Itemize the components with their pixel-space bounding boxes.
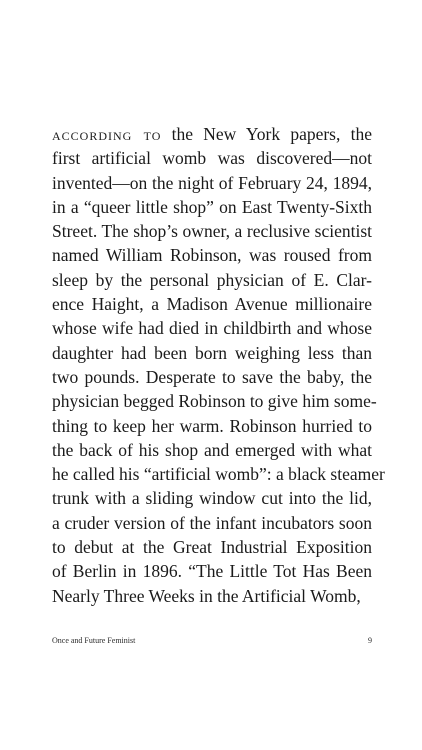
text-line-1 [52, 122, 372, 146]
first-line-rest: the New York papers, the [161, 124, 372, 144]
text-line: trunk with a sliding window cut into the lid, [52, 488, 372, 509]
text-line: two pounds. Desperate to save the baby, the [52, 366, 372, 387]
text-line: a cruder version of the infant incubators soon [52, 512, 372, 533]
text-line: Street. The shop’s owner, a reclusive scientist [52, 221, 372, 242]
text-line: daughter had been born weighing less than [52, 342, 372, 363]
running-footer-title: Once and Future Feminist [52, 636, 136, 645]
text-line: thing to keep her warm. Robinson hurried to [52, 415, 372, 436]
text-line: sleep by the personal physician of E. Clar- [52, 269, 372, 290]
text-line: in a “queer little shop” on East Twenty-Sixth [52, 196, 372, 217]
text-line: invented—on the night of February 24, 1894, [52, 172, 372, 193]
text-line: named William Robinson, was roused from [52, 245, 372, 266]
text-line: first artificial womb was discovered—not [52, 148, 372, 169]
page-number: 9 [368, 636, 372, 645]
text-line: whose wife had died in childbirth and whose [52, 318, 372, 339]
text-line: ence Haight, a Madison Avenue millionaire [52, 294, 372, 315]
text-line: to debut at the Great Industrial Exposition [52, 537, 372, 558]
text-line: the back of his shop and emerged with what [52, 439, 372, 460]
text-line: of Berlin in 1896. “The Little Tot Has Been [52, 561, 372, 582]
text-line: he called his “artificial womb”: a black steamer [52, 464, 385, 485]
body-text [52, 122, 385, 608]
text-line: Nearly Three Weeks in the Artificial Womb, [52, 585, 361, 606]
text-line: physician begged Robinson to give him some- [52, 391, 377, 412]
lead-in-smallcaps: according to [52, 124, 162, 144]
